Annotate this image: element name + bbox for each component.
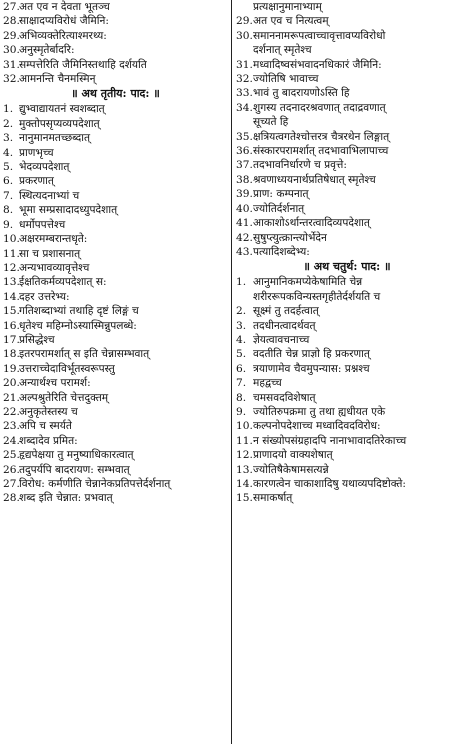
sutra-text: आकाशोऽर्थान्तरत्वादिव्यपदेशात्	[253, 217, 370, 230]
left-column	[3, 0, 228, 506]
sutra-line	[3, 0, 228, 14]
sutra-number: 14.	[3, 290, 20, 303]
sutra-text: शब्दादेव प्रमित:	[19, 434, 78, 447]
sutra-number: 29.	[236, 15, 253, 28]
sutra-number: 13.	[3, 276, 20, 289]
sutra-line	[3, 333, 228, 347]
sutra-number: 16.	[3, 319, 20, 332]
sutra-line	[3, 160, 228, 174]
sutra-line	[236, 72, 458, 86]
sutra-number: 30.	[3, 44, 20, 57]
sutra-line	[3, 146, 228, 160]
sutra-number: 31.	[236, 58, 253, 71]
sutra-text: अक्षरमम्बरान्तधृते:	[19, 233, 88, 246]
sutra-line	[3, 477, 228, 491]
sutra-number: 2.	[236, 305, 247, 318]
sutra-line	[3, 434, 228, 448]
sutra-text: इतरपरामर्शात् स इति चेन्नासम्भवात्	[19, 348, 150, 361]
sutra-number: 24.	[3, 434, 20, 447]
continued-line: प्रत्यक्षानुमानाभ्याम्	[253, 1, 322, 13]
sutra-text: नानुमानमतच्छब्दात्	[19, 132, 91, 145]
sutra-line	[3, 290, 228, 304]
sutra-line	[3, 218, 228, 232]
sutra-text: उत्तराच्चेदाविर्भूतस्वरूपस्तु	[19, 362, 115, 375]
sutra-text: चमसवदविशेषात्	[253, 391, 316, 404]
sutra-number: 3.	[236, 319, 247, 332]
sutra-text: प्राणभृच्च	[19, 146, 54, 159]
sutra-line	[3, 405, 228, 419]
sutra-number: 15.	[236, 492, 253, 505]
sutra-number: 19.	[3, 362, 20, 375]
sutra-line	[3, 29, 228, 43]
sutra-text: ज्योतिषि भावाच्च	[253, 73, 319, 86]
sutra-line	[3, 347, 228, 361]
sutra-line	[3, 203, 228, 217]
sutra-line	[236, 319, 458, 333]
sutra-text: सम्पत्तेरिति जैमिनिस्तथाहि दर्शयति	[19, 58, 147, 71]
column-divider	[231, 0, 232, 744]
sutra-number: 14.	[236, 478, 253, 490]
sutra-number: 33.	[236, 87, 253, 100]
sutra-line	[236, 275, 458, 289]
sutra-number: 41.	[236, 217, 253, 230]
sutra-number: 15.	[3, 305, 20, 318]
sutra-number: 36.	[236, 145, 253, 158]
sutra-text: अन्यभावव्यावृत्तेश्च	[19, 261, 90, 274]
sutra-text: सा च प्रशासनात्	[19, 247, 81, 260]
sutra-line	[236, 187, 458, 201]
sutra-line	[3, 117, 228, 131]
sutra-number: 28.	[3, 15, 20, 28]
sutra-text: समाकर्षात्	[253, 492, 293, 505]
sutra-number: 12.	[3, 261, 20, 274]
sutra-line	[3, 376, 228, 390]
sutra-text: विरोध: कर्मणीति चेन्नानेकप्रतिपत्तेर्दर्शनात्	[19, 478, 171, 490]
sutra-text: वदतीति चेन्न प्राज्ञो हि प्रकरणात्	[253, 348, 370, 361]
sutra-line	[3, 131, 228, 145]
sutra-number: 22.	[3, 405, 20, 418]
sutra-text: कल्पनोपदेशाच्च मध्वादिवदविरोध:	[253, 420, 381, 433]
sutra-text: तदुपर्यपि बादरायण: सम्भवात्	[19, 463, 130, 476]
sutra-line	[236, 304, 458, 318]
sutra-number: 32.	[3, 73, 20, 86]
sutra-text: कारणत्वेन चाकाशादिषु यथाव्यपदिष्टोक्ते:	[253, 478, 406, 490]
sutra-text: प्रसिद्धेश्च	[19, 333, 55, 346]
sutra-number: 5.	[3, 161, 14, 174]
sutra-text: प्राणादयो वाक्यशेषात्	[253, 449, 333, 462]
sutra-line	[3, 419, 228, 433]
sutra-text: ईक्षतिकर्मव्यपदेशात् स:	[19, 276, 107, 289]
sutra-number: 31.	[3, 58, 20, 71]
sutra-line	[236, 434, 458, 448]
sutra-number: 43.	[236, 245, 253, 258]
sutra-text: धर्मोपपत्तेश्च	[19, 218, 66, 231]
sutra-line	[236, 86, 458, 100]
sutra-number: 1.	[3, 103, 14, 116]
sutra-number: 26.	[3, 463, 20, 476]
sutra-line	[236, 101, 458, 115]
sutra-text: त्रयाणामेव चैवमुपन्यास: प्रश्नश्च	[253, 362, 370, 375]
sutra-number: 40.	[236, 202, 253, 215]
sutra-line	[236, 202, 458, 216]
sutra-line	[3, 391, 228, 405]
sutra-line	[3, 232, 228, 246]
sutra-line	[3, 304, 228, 318]
sutra-number: 5.	[236, 348, 247, 361]
sutra-line	[236, 376, 458, 390]
sutra-line	[236, 362, 458, 376]
sutra-text: अनुकृतेस्तस्य च	[19, 405, 78, 418]
sutra-text: श्रवणाध्ययनार्थप्रतिषेधात् स्मृतेश्च	[253, 173, 376, 186]
sutra-line	[236, 419, 458, 433]
sutra-text: धृतेश्च महिम्नोऽस्यास्मिन्नुपलब्धे:	[19, 319, 137, 332]
sutra-number: 20.	[3, 377, 20, 390]
sutra-number: 42.	[236, 231, 253, 244]
sutra-number: 6.	[236, 362, 247, 375]
sutra-text: समाननामरूपत्वाच्चावृत्तावप्यविरोधो	[253, 29, 386, 42]
sutra-line	[3, 174, 228, 188]
sutra-number: 7.	[236, 377, 247, 390]
sutra-number: 2.	[3, 117, 14, 130]
sutra-text: दहर उत्तरेभ्य:	[19, 290, 70, 303]
sutra-text: शब्द इति चेन्नात: प्रभवात्	[19, 492, 113, 505]
sutra-line	[3, 247, 228, 261]
sutra-number: 35.	[236, 130, 253, 143]
sutra-line	[236, 391, 458, 405]
sutra-number: 39.	[236, 188, 253, 201]
sutra-line	[3, 189, 228, 203]
sutra-number: 25.	[3, 449, 20, 462]
sutra-text: आनुमानिकमप्येकेषामिति चेन्न	[253, 276, 363, 289]
sutra-line	[3, 43, 228, 57]
sutra-text: शुगस्य तदनादरश्रवणात् तदाद्रवणात्	[253, 101, 386, 114]
sutra-text: पत्यादिशब्देभ्य:	[253, 245, 310, 258]
sutra-text: ज्योतिर्दर्शनात्	[253, 202, 305, 215]
sutra-line	[236, 347, 458, 361]
sutra-text: सूक्ष्मं तु तदर्हत्वात्	[253, 305, 319, 318]
sutra-text: प्राण: कम्पनात्	[253, 188, 309, 201]
sutra-number: 37.	[236, 159, 253, 172]
sutra-text: अनुस्मृतेर्बादरि:	[19, 44, 75, 57]
sutra-number: 11.	[3, 247, 20, 260]
sutra-text: सुषुप्त्युत्क्रान्त्योर्भेदेन	[253, 231, 327, 244]
sutra-line	[236, 58, 458, 72]
sutra-line	[3, 463, 228, 477]
sutra-line	[236, 29, 458, 43]
sutra-line	[236, 130, 458, 144]
sutra-text: साक्षादप्यविरोधं जैमिनि:	[19, 15, 109, 28]
pada-heading-4: ॥ अथ चतुर्थ: पाद: ॥	[303, 260, 391, 274]
sutra-text: तदधीनत्वादर्थवत्	[253, 319, 316, 332]
sutra-continuation: शरीररूपकविन्यस्तगृहीतेर्दर्शयति च	[253, 290, 381, 303]
sutra-number: 29.	[3, 29, 20, 42]
sutra-text: क्षत्रियत्वगतेश्चोत्तरत्र चैत्ररथेन लिङ्गात्	[253, 130, 390, 143]
sutra-text: महद्वच्च	[253, 377, 282, 390]
sutra-line	[3, 448, 228, 462]
sutra-text: ज्योतिरुपक्रमा तु तथा ह्यधीयत एके	[253, 405, 386, 418]
sutra-text: ज्योतिषैकेषामसत्यन्ने	[253, 463, 329, 476]
sutra-number: 23.	[3, 420, 20, 433]
right-column	[236, 0, 458, 506]
sutra-line	[236, 216, 458, 230]
sutra-text: भेदव्यपदेशात्	[19, 161, 70, 174]
sutra-line	[236, 14, 458, 28]
sutra-text: तदभावनिर्धारणे च प्रवृत्ते:	[253, 159, 347, 172]
sutra-text: स्थित्यदनाभ्यां च	[19, 189, 80, 202]
sutra-continuation: दर्शनात् स्मृतेश्च	[253, 44, 312, 57]
sutra-text: भावं तु बादरायणोऽस्ति हि	[253, 87, 350, 100]
sutra-number: 27.	[3, 1, 20, 13]
pada-heading-3: ॥ अथ तृतीय: पाद: ॥	[71, 87, 160, 101]
sutra-text: संस्कारपरामर्शात् तदभावाभिलापाच्च	[253, 145, 389, 158]
sutra-number: 12.	[236, 449, 253, 462]
sutra-line	[3, 261, 228, 275]
sutra-line	[236, 245, 458, 259]
sutra-number: 8.	[236, 391, 247, 404]
sutra-text: अभिव्यक्तेरित्याश्मरथ्य:	[19, 29, 107, 42]
sutra-line	[3, 102, 228, 116]
sutra-number: 27.	[3, 478, 20, 490]
sutra-number: 38.	[236, 173, 253, 186]
sutra-line	[3, 14, 228, 28]
sutra-text: प्रकरणात्	[19, 175, 54, 188]
sutra-text: न संख्योपसंग्रहादपि नानाभावादतिरेकाच्च	[253, 434, 407, 447]
sutra-number: 13.	[236, 463, 253, 476]
sutra-line	[236, 333, 458, 347]
sutra-text: गतिशब्दाभ्यां तथाहि दृष्टं लिङ्गं च	[19, 305, 139, 318]
sutra-line	[236, 491, 458, 505]
sutra-number: 4.	[236, 333, 247, 346]
sutra-number: 17.	[3, 333, 20, 346]
sutra-line	[3, 275, 228, 289]
sutra-text: भूमा सम्प्रसादादध्युपदेशात्	[19, 204, 118, 217]
sutra-line	[236, 144, 458, 158]
sutra-continuation: सूच्यते हि	[253, 116, 289, 129]
sutra-number: 9.	[236, 405, 247, 418]
sutra-text: अल्पश्रुतेरिति चेत्तदुक्तम्	[19, 391, 109, 404]
sutra-text: अत एव च नित्यत्वम्	[253, 15, 329, 28]
sutra-text: द्युभ्वाद्यायतनं स्वशब्दात्	[19, 103, 105, 116]
sutra-number: 10.	[236, 420, 253, 433]
sutra-line	[3, 491, 228, 505]
sutra-number: 7.	[3, 189, 14, 202]
sutra-line	[236, 158, 458, 172]
sutra-text: अपि च स्मर्यते	[19, 420, 72, 433]
sutra-line	[236, 463, 458, 477]
sutra-text: अन्यार्थश्च परामर्श:	[19, 377, 91, 390]
sutra-number: 30.	[236, 29, 253, 42]
sutra-line	[236, 448, 458, 462]
sutra-line	[3, 362, 228, 376]
sutra-number: 34.	[236, 101, 253, 114]
sutra-number: 3.	[3, 132, 14, 145]
sutra-number: 28.	[3, 492, 20, 505]
sutra-line	[236, 405, 458, 419]
sutra-number: 11.	[236, 434, 253, 447]
sutra-number: 9.	[3, 218, 14, 231]
sutra-line	[3, 319, 228, 333]
sutra-line	[236, 173, 458, 187]
sutra-line	[3, 72, 228, 86]
sutra-text: हृद्यपेक्षया तु मनुष्याधिकारत्वात्	[19, 449, 134, 462]
sutra-text: ज्ञेयत्वावचनाच्च	[253, 333, 310, 346]
sutra-number: 4.	[3, 146, 14, 159]
sutra-number: 21.	[3, 391, 20, 404]
sutra-number: 1.	[236, 276, 247, 289]
sutra-line	[3, 58, 228, 72]
sutra-text: मध्वादिष्वसंभवादनधिकारं जैमिनि:	[253, 58, 382, 71]
sutra-line	[236, 231, 458, 245]
sutra-number: 6.	[3, 175, 14, 188]
sutra-number: 10.	[3, 233, 20, 246]
sutra-text: मुक्तोपसृप्यव्यपदेशात्	[19, 117, 100, 130]
sutra-text: आमनन्ति चैनमस्मिन्	[19, 73, 96, 86]
sutra-line	[236, 477, 458, 491]
sutra-text: अत एव न देवता भूतञ्च	[19, 1, 110, 13]
sutra-number: 32.	[236, 73, 253, 86]
sutra-number: 8.	[3, 204, 14, 217]
sutra-number: 18.	[3, 348, 20, 361]
